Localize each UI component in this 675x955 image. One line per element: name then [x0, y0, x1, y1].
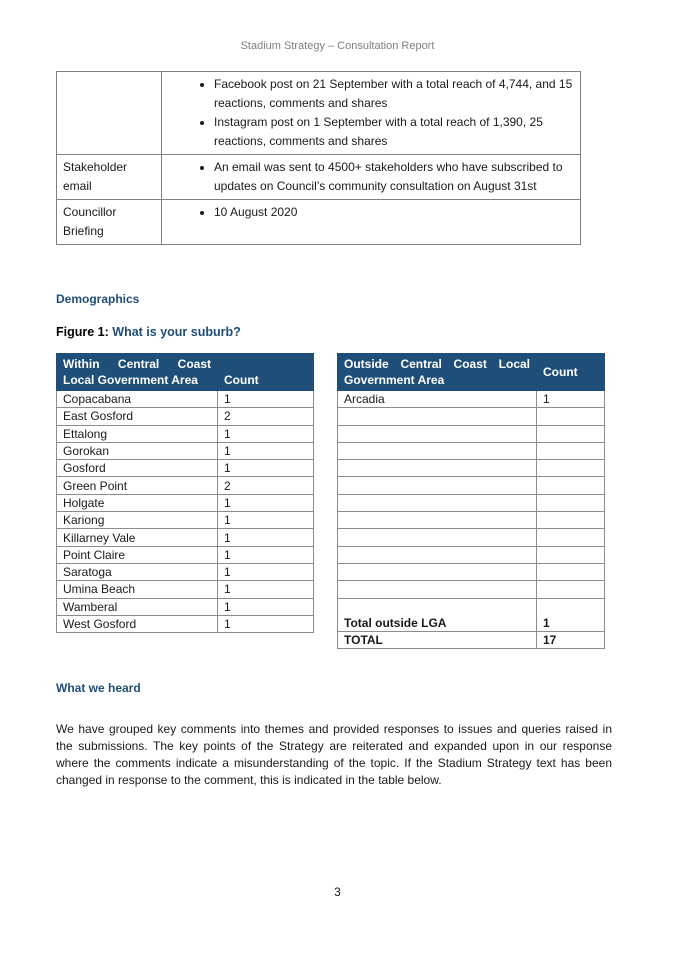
count-cell [537, 460, 605, 477]
suburb-cell: Ettalong [57, 425, 218, 442]
suburb-cell [338, 477, 537, 494]
table-row [57, 408, 314, 425]
suburb-cell: Green Point [57, 477, 218, 494]
count-cell: 1 [218, 546, 314, 563]
suburb-cell: Gorokan [57, 442, 218, 459]
row-content [162, 155, 581, 200]
bullet-list [168, 203, 574, 222]
page-number: 3 [334, 885, 341, 899]
suburb-cell: Kariong [57, 512, 218, 529]
suburb-cell: Copacabana [57, 391, 218, 408]
count-cell: 1 [218, 581, 314, 598]
table-row [338, 477, 605, 494]
row-label: Stakeholder email [57, 155, 162, 200]
count-cell: 1 [218, 442, 314, 459]
count-cell [537, 442, 605, 459]
count-cell: 1 [218, 615, 314, 632]
total-label: TOTAL [338, 631, 537, 648]
count-cell: 1 [218, 563, 314, 580]
suburb-cell: Umina Beach [57, 581, 218, 598]
column-header-area: Within Central Coast Local Government Area [57, 354, 218, 391]
within-lga-table [56, 353, 314, 633]
list-item: • An email was sent to 4500+ stakeholders who have subscribed to updates on Council’s community consultation on August 31st [214, 158, 574, 196]
table-row [57, 546, 314, 563]
table-row [57, 442, 314, 459]
suburb-cell: Holgate [57, 494, 218, 511]
within-table-body [57, 391, 314, 633]
count-cell: 1 [218, 529, 314, 546]
suburb-cell: Wamberal [57, 598, 218, 615]
count-cell [537, 477, 605, 494]
row-label [57, 72, 162, 155]
suburb-cell [338, 581, 537, 598]
bullet-list [168, 75, 574, 151]
figure-question: What is your suburb? [112, 325, 241, 339]
suburb-cell: Point Claire [57, 546, 218, 563]
count-cell [537, 494, 605, 511]
count-cell [537, 425, 605, 442]
engagement-methods-table [56, 71, 581, 245]
count-cell: 1 [218, 512, 314, 529]
row-label: Councillor Briefing [57, 200, 162, 245]
list-item: • 10 August 2020 [214, 203, 574, 222]
table-row [57, 200, 581, 245]
table-row [57, 512, 314, 529]
suburb-cell [338, 442, 537, 459]
table-row [57, 72, 581, 155]
total-outside-row [338, 598, 605, 631]
table-header-row [338, 354, 605, 391]
total-outside-value: 1 [537, 598, 605, 631]
total-outside-label: Total outside LGA [338, 598, 537, 631]
suburb-cell [338, 563, 537, 580]
count-cell: 1 [218, 425, 314, 442]
suburb-cell [338, 460, 537, 477]
outside-table-body [338, 391, 605, 599]
table-row [338, 546, 605, 563]
table-row [57, 155, 581, 200]
table-row [338, 425, 605, 442]
figure-caption [56, 325, 241, 339]
table-row [338, 442, 605, 459]
table-row [57, 615, 314, 632]
table-row [338, 529, 605, 546]
table-row [57, 477, 314, 494]
suburb-cell: West Gosford [57, 615, 218, 632]
table-row [57, 598, 314, 615]
row-content [162, 200, 581, 245]
column-header-count: Count [537, 354, 605, 391]
count-cell [537, 512, 605, 529]
table-header-row [57, 354, 314, 391]
demographics-heading: Demographics [56, 292, 140, 306]
suburb-cell: Killarney Vale [57, 529, 218, 546]
count-cell: 2 [218, 477, 314, 494]
what-we-heard-heading: What we heard [56, 681, 141, 695]
column-header-area: Outside Central Coast Local Government Area [338, 354, 537, 391]
count-cell: 1 [218, 494, 314, 511]
figure-label: Figure 1: [56, 325, 109, 339]
column-header-count: Count [218, 354, 314, 391]
count-cell: 1 [218, 598, 314, 615]
table-row [57, 563, 314, 580]
outside-lga-table [337, 353, 605, 649]
count-cell [537, 581, 605, 598]
table-row [338, 494, 605, 511]
suburb-cell [338, 425, 537, 442]
suburb-cell [338, 512, 537, 529]
count-cell [537, 408, 605, 425]
total-row [338, 631, 605, 648]
suburb-cell [338, 529, 537, 546]
table-row [338, 581, 605, 598]
table-row [338, 563, 605, 580]
suburb-cell: Arcadia [338, 391, 537, 408]
suburb-cell: Saratoga [57, 563, 218, 580]
table-row [57, 494, 314, 511]
table-row [338, 512, 605, 529]
count-cell: 1 [218, 460, 314, 477]
table-row [338, 408, 605, 425]
count-cell: 2 [218, 408, 314, 425]
count-cell [537, 546, 605, 563]
table-row [57, 425, 314, 442]
count-cell [537, 563, 605, 580]
table-row [338, 460, 605, 477]
page-header-title: Stadium Strategy – Consultation Report [240, 40, 435, 52]
suburb-cell [338, 494, 537, 511]
list-item: • Facebook post on 21 September with a total reach of 4,744, and 15 reactions, comments and shares [214, 75, 574, 113]
table-row [338, 391, 605, 408]
table-row [57, 391, 314, 408]
row-content [162, 72, 581, 155]
list-item: • Instagram post on 1 September with a total reach of 1,390, 25 reactions, comments and shares [214, 113, 574, 151]
table-row [57, 460, 314, 477]
what-we-heard-paragraph: We have grouped key comments into themes and provided responses to issues and queries raised in the submissions. The key points of the Strategy are reiterated and expanded upon in our response where the comments indicate a misunderstanding of the topic. If the Stadium Strategy text has been changed in response to the comment, this is indicated in the table below. [56, 722, 612, 787]
suburb-cell: Gosford [57, 460, 218, 477]
count-cell: 1 [218, 391, 314, 408]
bullet-list [168, 158, 574, 196]
count-cell [537, 529, 605, 546]
suburb-cell: East Gosford [57, 408, 218, 425]
total-value: 17 [537, 631, 605, 648]
suburb-cell [338, 408, 537, 425]
suburb-cell [338, 546, 537, 563]
table-row [57, 581, 314, 598]
count-cell: 1 [537, 391, 605, 408]
table-row [57, 529, 314, 546]
